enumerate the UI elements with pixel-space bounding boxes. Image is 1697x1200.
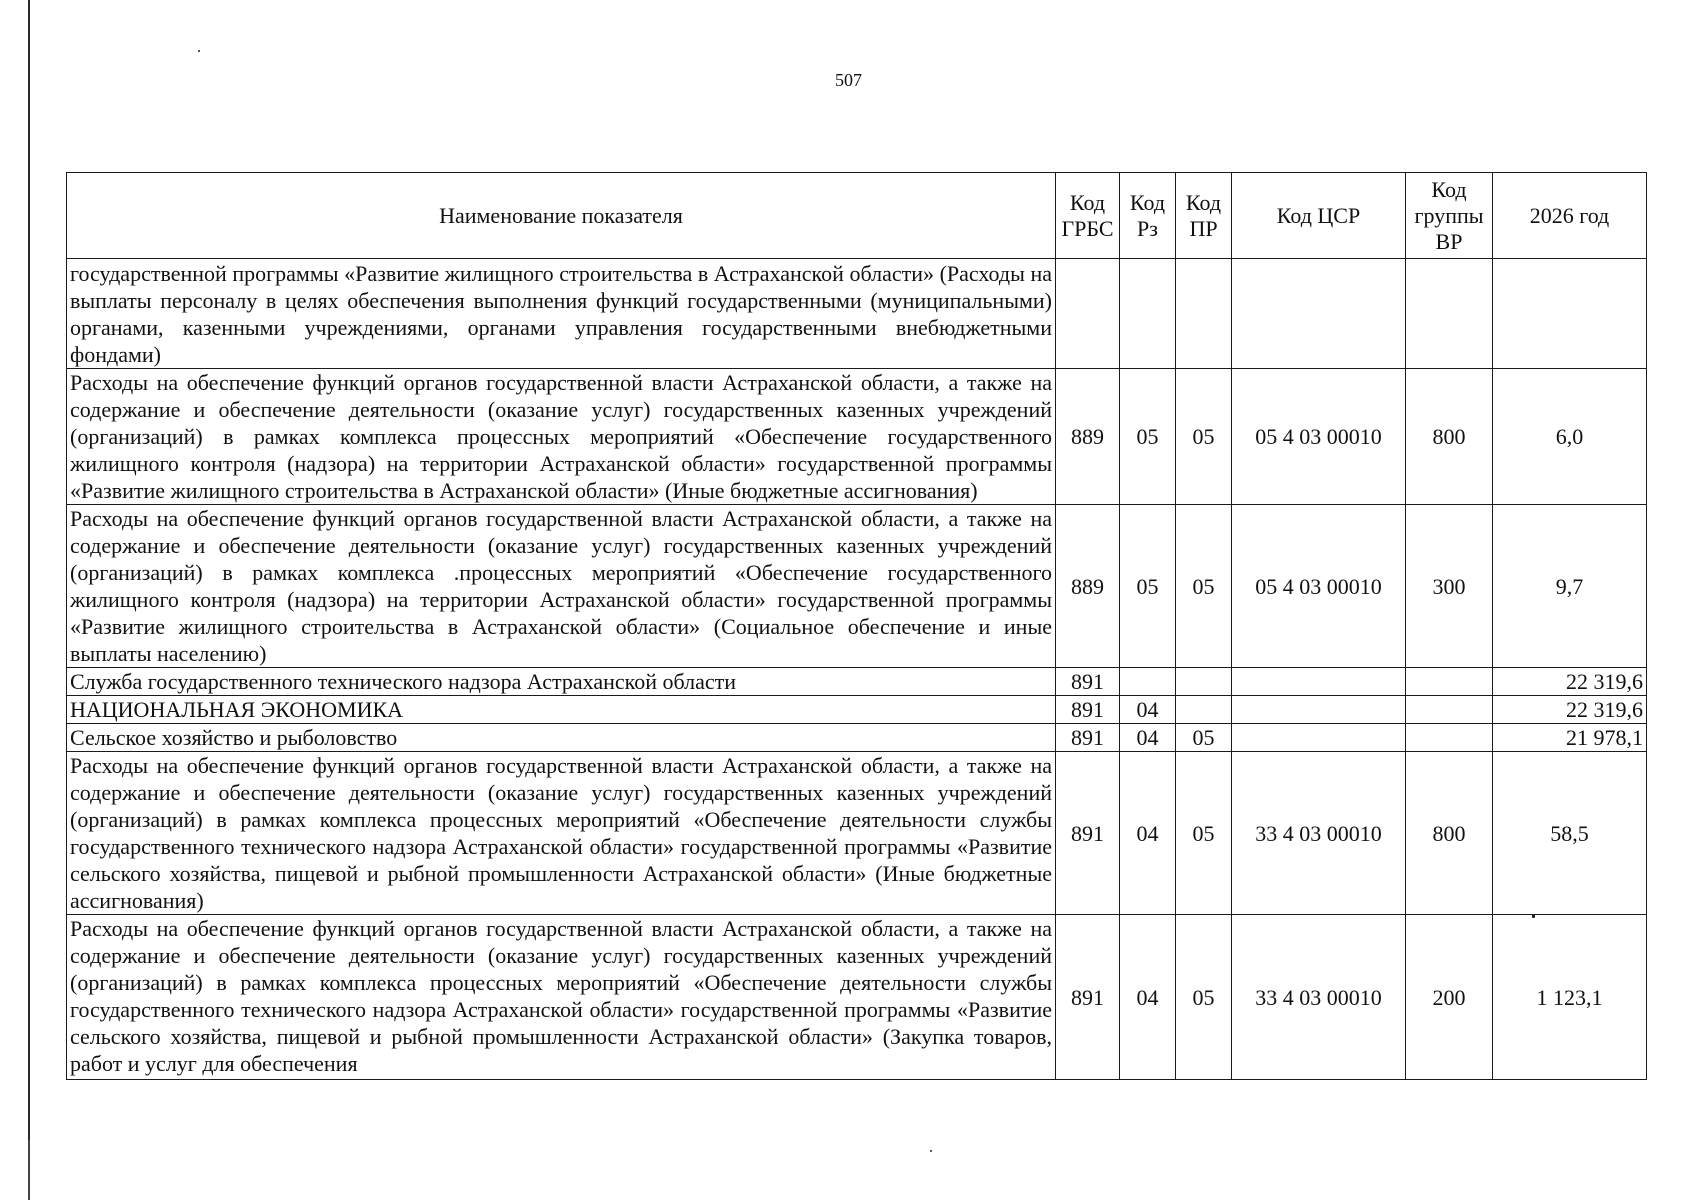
header-rz: Код Рз: [1120, 173, 1176, 259]
header-grbs: Код ГРБС: [1056, 173, 1120, 259]
table-row: [67, 915, 1647, 1080]
row-vr: [1406, 696, 1493, 724]
row-vr: 800: [1406, 369, 1493, 505]
row-grbs: [1056, 259, 1120, 369]
row-vr: 200: [1406, 915, 1493, 1080]
row-amount: 22 319,6: [1493, 668, 1647, 696]
row-name: Расходы на обеспечение функций органов государственной власти Астраханской области, а также на содержание и обеспечение деятельности (оказание услуг) государственных казенных учреждений (организаций) в рамках комплекса процессных мероприятий «Обеспечение государственного жилищного контроля (надзора) на территории Астраханской области» государственной программы «Развитие жилищного строительства в Астраханской области» (Иные бюджетные ассигнования): [67, 369, 1056, 505]
row-rz: 05: [1120, 369, 1176, 505]
row-amount: [1493, 259, 1647, 369]
row-rz: [1120, 259, 1176, 369]
row-pr: 05: [1176, 505, 1232, 668]
row-csr: [1232, 724, 1406, 752]
row-pr: 05: [1176, 752, 1232, 915]
table-row: [67, 752, 1647, 915]
row-amount: 1 123,1: [1493, 915, 1647, 1080]
row-pr: 05: [1176, 915, 1232, 1080]
row-grbs: 891: [1056, 724, 1120, 752]
table-row: [67, 724, 1647, 752]
row-name: Расходы на обеспечение функций органов государственной власти Астраханской области, а также на содержание и обеспечение деятельности (оказание услуг) государственных казенных учреждений (организаций) в рамках комплекса .процессных мероприятий «Обеспечение государственного жилищного контроля (надзора) на территории Астраханской области» государственной программы «Развитие жилищного строительства в Астраханской области» (Социальное обеспечение и иные выплаты населению): [67, 505, 1056, 668]
row-name: Расходы на обеспечение функций органов государственной власти Астраханской области, а также на содержание и обеспечение деятельности (оказание услуг) государственных казенных учреждений (организаций) в рамках комплекса процессных мероприятий «Обеспечение деятельности службы государственного технического надзора Астраханской области» государственной программы «Развитие сельского хозяйства, пищевой и рыбной промышленности Астраханской области» (Закупка товаров, работ и услуг для обеспечения: [70, 916, 1052, 1076]
row-pr: [1176, 259, 1232, 369]
scan-speck: [1532, 914, 1535, 918]
row-grbs: 891: [1056, 696, 1120, 724]
row-amount: 22 319,6: [1493, 696, 1647, 724]
row-name: Служба государственного технического надзора Астраханской области: [67, 668, 1056, 696]
row-grbs: 889: [1056, 369, 1120, 505]
row-grbs: 891: [1056, 668, 1120, 696]
row-name: Сельское хозяйство и рыболовство: [67, 724, 1056, 752]
row-csr: 33 4 03 00010: [1232, 752, 1406, 915]
row-vr: 800: [1406, 752, 1493, 915]
row-name: государственной программы «Развитие жилищного строительства в Астраханской области» (Расходы на выплаты персоналу в целях обеспечения выполнения функций государственными (муниципальными) органами, казенными учреждениями, органами управления государственными внебюджетными фондами): [67, 259, 1056, 369]
row-rz: 04: [1120, 915, 1176, 1080]
table-row: [67, 668, 1647, 696]
row-amount: 9,7: [1493, 505, 1647, 668]
row-csr: 05 4 03 00010: [1232, 505, 1406, 668]
row-grbs: 891: [1056, 915, 1120, 1080]
row-rz: 05: [1120, 505, 1176, 668]
scan-speck: [198, 50, 200, 52]
row-rz: 04: [1120, 752, 1176, 915]
header-amount: 2026 год: [1493, 173, 1647, 259]
row-name-cell: [67, 915, 1056, 1080]
row-vr: [1406, 724, 1493, 752]
row-pr: 05: [1176, 369, 1232, 505]
row-rz: [1120, 668, 1176, 696]
row-vr: [1406, 259, 1493, 369]
row-amount: 6,0: [1493, 369, 1647, 505]
row-name: НАЦИОНАЛЬНАЯ ЭКОНОМИКА: [67, 696, 1056, 724]
table-row: [67, 696, 1647, 724]
row-csr: [1232, 668, 1406, 696]
scan-edge-line: [28, 0, 30, 1200]
scan-speck: [930, 1150, 932, 1152]
row-csr: 33 4 03 00010: [1232, 915, 1406, 1080]
row-vr: 300: [1406, 505, 1493, 668]
page-number: 507: [835, 70, 862, 90]
header-name: Наименование показателя: [67, 173, 1056, 259]
table-row: [67, 259, 1647, 369]
row-grbs: 889: [1056, 505, 1120, 668]
row-vr: [1406, 668, 1493, 696]
table-header-row: [67, 173, 1647, 259]
row-rz: 04: [1120, 724, 1176, 752]
row-csr: [1232, 259, 1406, 369]
row-amount: 21 978,1: [1493, 724, 1647, 752]
header-pr: Код ПР: [1176, 173, 1232, 259]
scan-edge-line-lower: [28, 1140, 30, 1200]
header-vr: Код группы ВР: [1406, 173, 1493, 259]
row-pr: [1176, 668, 1232, 696]
row-rz: 04: [1120, 696, 1176, 724]
row-amount: 58,5: [1493, 752, 1647, 915]
budget-table: [66, 172, 1647, 1080]
table-row: [67, 369, 1647, 505]
row-pr: 05: [1176, 724, 1232, 752]
row-csr: 05 4 03 00010: [1232, 369, 1406, 505]
row-csr: [1232, 696, 1406, 724]
header-csr: Код ЦСР: [1232, 173, 1406, 259]
row-grbs: 891: [1056, 752, 1120, 915]
row-pr: [1176, 696, 1232, 724]
table-row: [67, 505, 1647, 668]
row-name: Расходы на обеспечение функций органов государственной власти Астраханской области, а также на содержание и обеспечение деятельности (оказание услуг) государственных казенных учреждений (организаций) в рамках комплекса процессных мероприятий «Обеспечение деятельности службы государственного технического надзора Астраханской области» государственной программы «Развитие сельского хозяйства, пищевой и рыбной промышленности Астраханской области» (Иные бюджетные ассигнования): [67, 752, 1056, 915]
